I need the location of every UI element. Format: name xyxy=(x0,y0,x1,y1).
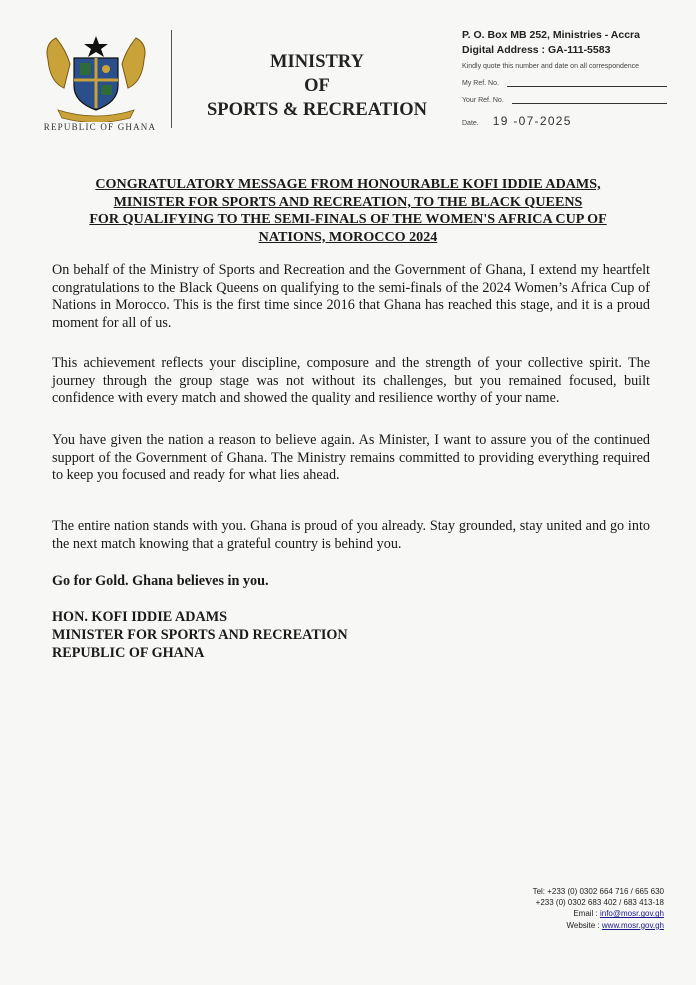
signatory-country: REPUBLIC OF GHANA xyxy=(52,644,205,661)
website-link[interactable]: www.mosr.gov.gh xyxy=(601,920,664,930)
address-block xyxy=(462,28,687,128)
closing-line: Go for Gold. Ghana believes in you. xyxy=(52,573,269,589)
date-value: 19 -07-2025 xyxy=(492,114,572,128)
my-ref-row xyxy=(462,80,687,87)
telephone-line-1: Tel: +233 (0) 0302 664 716 / 665 630 xyxy=(532,887,664,896)
ministry-title xyxy=(182,50,452,122)
title-line: CONGRATULATORY MESSAGE FROM HONOURABLE KOFI IDDIE ADAMS, xyxy=(95,176,601,192)
my-ref-label: My Ref. No. xyxy=(462,80,499,87)
ministry-line: OF xyxy=(304,76,330,96)
contact-footer xyxy=(533,886,664,931)
your-ref-row xyxy=(462,97,687,104)
republic-label: REPUBLIC OF GHANA xyxy=(43,122,157,132)
email-row xyxy=(533,908,664,919)
signature-block xyxy=(52,609,348,662)
title-line: MINISTER FOR SPORTS AND RECREATION, TO THE BLACK QUEENS xyxy=(113,193,583,210)
ministry-line: MINISTRY xyxy=(270,52,364,72)
telephone-line-2: +233 (0) 0302 683 402 / 683 413-18 xyxy=(535,898,664,908)
signatory-name: HON. KOFI IDDIE ADAMS xyxy=(52,609,227,625)
title-line: NATIONS, MOROCCO 2024 xyxy=(258,228,438,245)
document-title xyxy=(36,176,660,246)
body-paragraph: The entire nation stands with you. Ghana is proud of you already. Stay grounded, stay united and go into the next match knowing that a grateful country is behind you. xyxy=(52,518,650,552)
ghana-coat-of-arms-icon xyxy=(40,30,152,122)
body-paragraph: You have given the nation a reason to believe again. As Minister, I want to assure you of the continued support of the Government of Ghana. The Ministry remains committed to providing everything required to keep you focused and ready for what lies ahead. xyxy=(52,432,650,484)
title-line: FOR QUALIFYING TO THE SEMI-FINALS OF THE WOMEN'S AFRICA CUP OF xyxy=(89,211,607,227)
email-link[interactable]: info@mosr.gov.gh xyxy=(599,909,664,919)
email-label: Email : xyxy=(573,909,600,919)
quote-note: Kindly quote this number and date on all correspondence xyxy=(462,63,640,70)
body-paragraph: On behalf of the Ministry of Sports and Recreation and the Government of Ghana, I extend my heartfelt congratulations to the Black Queens on qualifying to the semi-finals of the 2024 Women’s Africa Cup of Nations in Morocco. This is the first time since 2016 that Ghana has reached this stage, and it is a proud moment for all of us. xyxy=(52,262,650,331)
ministry-line: SPORTS & RECREATION xyxy=(206,100,427,120)
date-row xyxy=(462,114,687,128)
signatory-title: MINISTER FOR SPORTS AND RECREATION xyxy=(52,626,348,643)
postal-address: P. O. Box MB 252, Ministries - Accra xyxy=(462,29,640,41)
body-paragraph: This achievement reflects your discipline, composure and the strength of your collective spirit. The journey through the group stage was not without its challenges, but you remained focused, built confidence with every match and showed the quality and resilience worthy of your name. xyxy=(52,355,650,407)
date-label: Date. xyxy=(462,120,479,127)
website-row xyxy=(533,920,664,931)
digital-address: Digital Address : GA-111-5583 xyxy=(462,44,611,56)
website-label: Website : xyxy=(566,920,602,930)
header-divider xyxy=(171,30,172,128)
my-ref-line xyxy=(507,85,667,87)
your-ref-label: Your Ref. No. xyxy=(462,97,504,104)
your-ref-line xyxy=(512,102,667,104)
